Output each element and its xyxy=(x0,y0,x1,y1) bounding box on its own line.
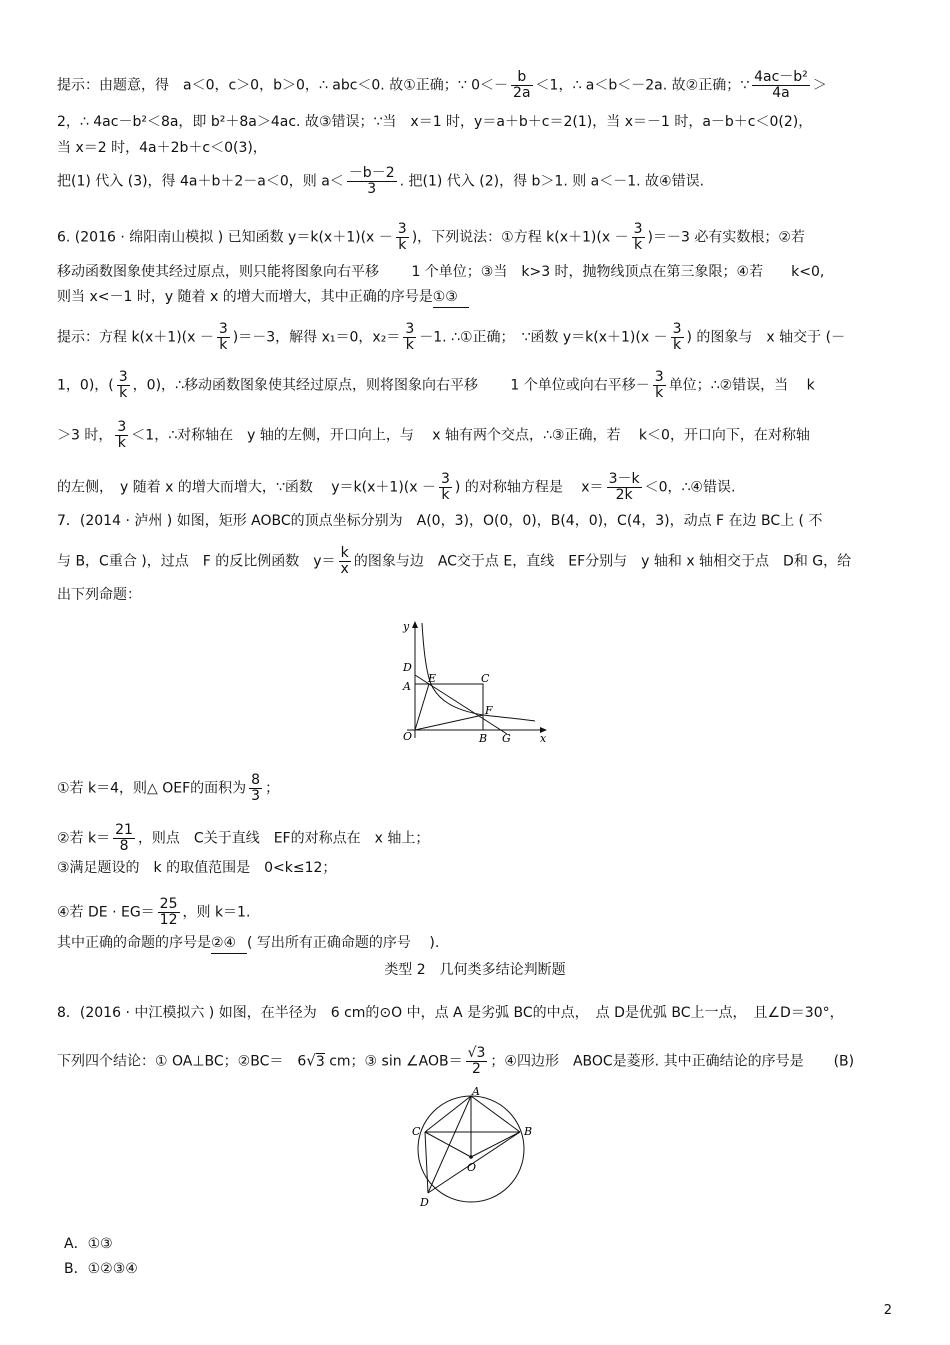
q8-figure xyxy=(408,1085,543,1215)
segment-oc xyxy=(425,1132,471,1157)
label-b: B xyxy=(479,732,488,745)
fraction: $\frac{21}{8}$ xyxy=(115,822,133,854)
label-f: F xyxy=(485,704,493,717)
hint6-line1: 提示：方程 k(x＋1)(x － $\frac{3}{k}$ )＝－3，解得 x₁＝0，x₂＝ $\frac{3}{k}$ －1. ∴①正确； ∵函数 y＝k(x＋1)(x － $\frac{3}{k}$ ) 的图象与 x 轴交于 (－ xyxy=(57,321,846,353)
hint6-line3: ＞3 时， $\frac{3}{k}$ ＜1，∴对称轴在 y 轴的左侧，开口向上，与 x 轴有两个交点，∴③正确，若 k＜0，开口向下，在对称轴 xyxy=(57,419,810,451)
label-g: G xyxy=(502,732,511,745)
hint6-line4: 的左侧， y 随着 x 的增大而增大，∵函数 y＝k(x＋1)(x － $\frac{3}{k}$ ) 的对称轴方程是 x＝ $\frac{3-k}{2k}$ ＜0，∴④错误. xyxy=(57,471,736,503)
fraction: $\frac{-b-2}{3}$ xyxy=(348,165,395,197)
label-c: C xyxy=(412,1125,421,1138)
fraction: $\frac{3}{k}$ xyxy=(654,369,664,401)
label-y: y xyxy=(403,620,410,633)
q7-answer-line: 其中正确的命题的序号是②④ ( 写出所有正确命题的序号 ). xyxy=(57,933,910,954)
label-a: A xyxy=(403,680,411,693)
q8-answer: (B) xyxy=(833,1053,855,1070)
option-b: B．①②③④ xyxy=(64,1261,138,1277)
fraction: $\frac{√3}{2}$ xyxy=(467,1045,486,1077)
fraction: $\frac{\text{4ac－b²}}{4a}$ xyxy=(754,69,808,101)
segment-ob xyxy=(471,1132,520,1157)
page-number: 2 xyxy=(883,1303,892,1318)
q7-prop4: ④若 DE · EG＝ $\frac{25}{12}$ ，则 k＝1. xyxy=(57,896,251,928)
q7-prop1: ①若 k＝4，则△ OEF的面积为 $\frac{8}{3}$ ； xyxy=(57,772,280,804)
q6-line3: 则当 x<－1 时，y 随着 x 的增大而增大，其中正确的序号是①③ xyxy=(57,287,910,308)
hyperbola-curve xyxy=(422,623,535,721)
label-e: E xyxy=(428,672,437,685)
section-heading: 类型 2 几何类多结论判断题 xyxy=(384,962,566,978)
q8-line1: 8．(2016 · 中江模拟六 ) 如图，在半径为 6 cm的⊙O 中，点 A 是劣弧 BC的中点， 点 D是优弧 BC上一点， 且∠D＝30°， xyxy=(57,1005,844,1021)
fraction: $\frac{3}{k}$ xyxy=(218,321,228,353)
segment-of xyxy=(415,715,483,730)
fraction: $\frac{3}{k}$ xyxy=(440,471,450,503)
segment-oe xyxy=(415,684,429,730)
fraction: $\frac{25}{12}$ xyxy=(159,896,178,928)
hint5-line1: 提示：由题意，得 a＜0，c＞0，b＞0，∴ abc＜0. 故①正确；∵ 0＜－ $\frac{b}{2a}$ ＜1，∴ a＜b＜－2a. 故②正确；∵ $\frac{\text{4ac－b²}}{4a}$ ＞ xyxy=(57,69,827,101)
hint6-line2: 1，0)，( $\frac{3}{k}$ ，0)，∴移动函数图象使其经过原点，则将图象向右平移 1 个单位或向右平移－ $\frac{3}{k}$ 单位；∴②错误，当 k xyxy=(57,369,815,401)
q7-prop2: ②若 k＝ $\frac{21}{8}$ ，则点 C关于直线 EF的对称点在 x 轴上； xyxy=(57,822,430,854)
segment-dc xyxy=(425,1132,428,1193)
fraction: $\frac{3-k}{2k}$ xyxy=(608,471,640,503)
hint5-line4: 把(1) 代入 (3)，得 4a＋b＋2－a＜0，则 a＜ $\frac{-b-2}{3}$ . 把(1) 代入 (2)，得 b＞1. 则 a＜－1. 故④错误. xyxy=(57,165,705,197)
fraction: $\frac{8}{3}$ xyxy=(251,772,261,804)
label-o: O xyxy=(403,730,413,743)
label-o: O xyxy=(467,1161,477,1174)
q6-line2: 移动函数图象使其经过原点，则只能将图象向右平移 1 个单位；③当 k>3 时，抛物线顶点在第三象限；④若 k<0, xyxy=(57,264,825,280)
label-d: D xyxy=(420,1196,429,1209)
label-c: C xyxy=(481,672,490,685)
answer-blank: ②④ xyxy=(211,933,247,954)
fraction: $\frac{3}{k}$ xyxy=(397,221,407,253)
hint5-line2: 2，∴ 4ac－b²＜8a，即 b²＋8a＞4ac. 故③错误；∵当 x＝1 时，y＝a＋b＋c＝2(1)，当 x＝－1 时，a－b＋c＜0(2)， xyxy=(57,114,813,130)
fraction: $\frac{b}{2a}$ xyxy=(513,69,531,101)
label-b: B xyxy=(524,1125,533,1138)
option-a: A．①③ xyxy=(64,1236,113,1252)
label-x: x xyxy=(540,732,547,745)
fraction: $\frac{3}{k}$ xyxy=(633,221,643,253)
q7-figure xyxy=(395,618,555,748)
fraction: $\frac{3}{k}$ xyxy=(117,419,127,451)
fraction: $\frac{3}{k}$ xyxy=(405,321,415,353)
q6-line1: 6. (2016 · 绵阳南山模拟 ) 已知函数 y＝k(x＋1)(x － $\frac{3}{k}$ )，下列说法：①方程 k(x＋1)(x － $\frac{3}{k}$ )＝－3 必有实数根；②若 xyxy=(57,221,805,253)
rectangle-aobc xyxy=(415,684,483,730)
q8-line2: 下列四个结论：① OA⊥BC；②BC＝ 6√3 cm；③ sin ∠AOB＝ $\frac{√3}{2}$ ；④四边形 ABOC是菱形. 其中正确结论的序号是 (B) xyxy=(57,1045,855,1077)
segment-ab xyxy=(471,1096,520,1132)
fraction: $\frac{k}{x}$ xyxy=(340,545,349,577)
q7-line2: 与 B，C重合 )，过点 F 的反比例函数 y＝ $\frac{k}{x}$ 的图象与边 AC交于点 E，直线 EF分别与 y 轴和 x 轴相交于点 D和 G，给 xyxy=(57,545,852,577)
answer-blank: ①③ xyxy=(433,287,469,308)
sqrt-symbol: √ xyxy=(306,1051,316,1070)
q7-prop3: ③满足题设的 k 的取值范围是 0<k≤12； xyxy=(57,860,337,876)
label-d: D xyxy=(403,661,412,674)
q7-line1: 7．(2014 · 泸州 ) 如图，矩形 AOBC的顶点坐标分别为 A(0，3)，O(0，0)，B(4，0)，C(4，3)，动点 F 在边 BC上 ( 不 xyxy=(57,513,823,529)
q7-line3: 出下列命题： xyxy=(57,587,141,603)
fraction: $\frac{3}{k}$ xyxy=(118,369,128,401)
hint5-line3: 当 x＝2 时，4a＋2b＋c＜0(3)， xyxy=(57,140,267,156)
fraction: $\frac{3}{k}$ xyxy=(672,321,682,353)
label-a: A xyxy=(472,1085,480,1098)
